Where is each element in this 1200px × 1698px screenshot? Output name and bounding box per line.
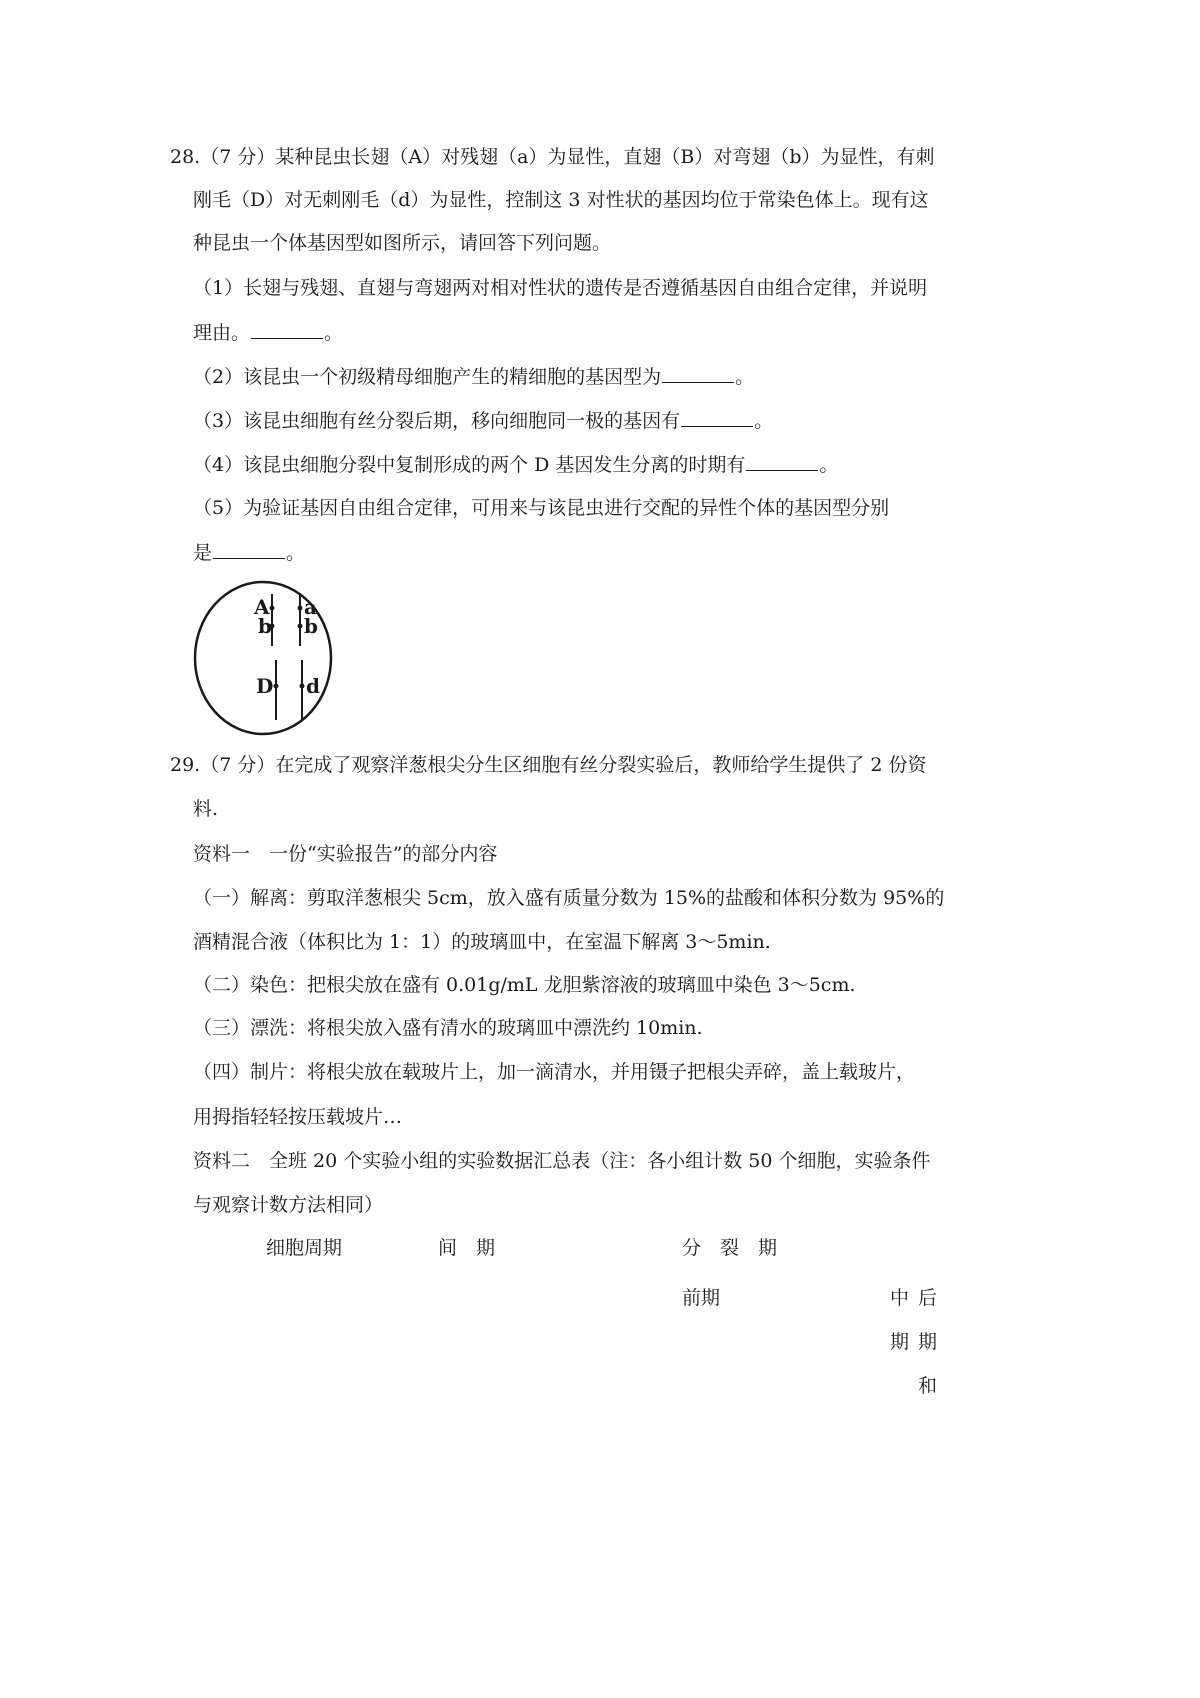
q28-sub2-text: （2）该昆虫一个初级精母细胞产生的精细胞的基因型为 xyxy=(193,366,662,388)
answer-blank-2[interactable] xyxy=(662,364,734,383)
table-header-anaphase-3: 和 xyxy=(918,1375,938,1397)
q28-sub3 xyxy=(193,408,773,433)
q29-step-1-line-2: 酒精混合液（体积比为 1：1）的玻璃皿中，在室温下解离 3～5min. xyxy=(193,931,771,953)
q28-sub4-suffix: 。 xyxy=(819,454,839,476)
table-header-mitosis: 分 裂 期 xyxy=(682,1237,778,1259)
table-header-metaphase-2: 期 xyxy=(890,1331,910,1353)
locus-b-right xyxy=(298,624,303,629)
q28-sub5-line-1: （5）为验证基因自由组合定律，可用来与该昆虫进行交配的异性个体的基因型分别 xyxy=(193,497,890,519)
q28-sub5-line-2 xyxy=(193,540,305,565)
q28-sub4 xyxy=(193,452,838,477)
gene-label-b-right: b xyxy=(304,614,318,638)
table-header-metaphase-1: 中 xyxy=(890,1287,910,1309)
q28-sub2 xyxy=(193,364,754,389)
gene-label-D: D xyxy=(256,674,274,698)
locus-d xyxy=(300,684,305,689)
q28-line-2: 刚毛（D）对无刺刚毛（d）为显性，控制这 3 对性状的基因均位于常染色体上。现有这 xyxy=(193,189,929,211)
locus-D xyxy=(274,684,279,689)
table-header-anaphase-1: 后 xyxy=(918,1287,938,1309)
chromosome-figure xyxy=(190,578,340,738)
table-header-prophase: 前期 xyxy=(682,1287,721,1309)
q28-line-3: 种昆虫一个体基因型如图所示，请回答下列问题。 xyxy=(193,232,612,254)
q29-line-2: 料. xyxy=(193,798,219,820)
q29-step-4-line-1: （四）制片：将根尖放在载玻片上，加一滴清水，并用镊子把根尖弄碎，盖上载玻片， xyxy=(193,1061,916,1083)
locus-A xyxy=(270,606,275,611)
q29-step-3: （三）漂洗：将根尖放入盛有清水的玻璃皿中漂洗约 10min. xyxy=(193,1017,703,1039)
answer-blank-1[interactable] xyxy=(251,320,323,339)
q29-line-1: 29.（7 分）在完成了观察洋葱根尖分生区细胞有丝分裂实验后，教师给学生提供了 2 份资 xyxy=(170,754,927,776)
q28-line-1: 28.（7 分）某种昆虫长翅（A）对残翅（a）为显性，直翅（B）对弯翅（b）为显性，有刺 xyxy=(170,146,935,168)
answer-blank-5[interactable] xyxy=(213,540,285,559)
locus-a xyxy=(298,606,303,611)
q29-material-2-line-1: 资料二 全班 20 个实验小组的实验数据汇总表（注：各小组计数 50 个细胞，实验条件 xyxy=(193,1150,931,1172)
answer-blank-4[interactable] xyxy=(746,452,818,471)
table-header-anaphase-2: 期 xyxy=(918,1331,938,1353)
table-header-interphase: 间 期 xyxy=(438,1237,496,1259)
q29-material-2-line-2: 与观察计数方法相同） xyxy=(193,1194,384,1216)
gene-label-d: d xyxy=(306,674,320,698)
q29-step-4-line-2: 用拇指轻轻按压载坡片… xyxy=(193,1106,403,1128)
q28-sub5-prefix: 是 xyxy=(193,542,213,564)
answer-blank-3[interactable] xyxy=(681,408,753,427)
gene-label-a: a xyxy=(304,595,317,619)
q28-sub4-text: （4）该昆虫细胞分裂中复制形成的两个 D 基因发生分离的时期有 xyxy=(193,454,746,476)
q28-sub1-line-2 xyxy=(193,320,343,345)
gene-label-A: A xyxy=(254,595,270,619)
gene-label-b-left: b xyxy=(258,614,272,638)
q29-material-1-title: 资料一 一份“实验报告”的部分内容 xyxy=(193,843,498,865)
q28-sub1-suffix: 。 xyxy=(324,322,344,344)
table-header-cell-cycle: 细胞周期 xyxy=(266,1237,343,1259)
q28-sub5-suffix: 。 xyxy=(286,542,306,564)
q29-step-2: （二）染色：把根尖放在盛有 0.01g/mL 龙胆紫溶液的玻璃皿中染色 3～5cm. xyxy=(193,974,856,996)
q29-step-1-line-1: （一）解离：剪取洋葱根尖 5cm，放入盛有质量分数为 15%的盐酸和体积分数为 95%的 xyxy=(193,887,945,909)
q28-sub1-prefix: 理由。 xyxy=(193,322,251,344)
q28-sub3-suffix: 。 xyxy=(754,410,774,432)
q28-sub1-line-1: （1）长翅与残翅、直翅与弯翅两对相对性状的遗传是否遵循基因自由组合定律，并说明 xyxy=(193,277,928,299)
q28-sub2-suffix: 。 xyxy=(735,366,755,388)
q28-sub3-text: （3）该昆虫细胞有丝分裂后期，移向细胞同一极的基因有 xyxy=(193,410,681,432)
